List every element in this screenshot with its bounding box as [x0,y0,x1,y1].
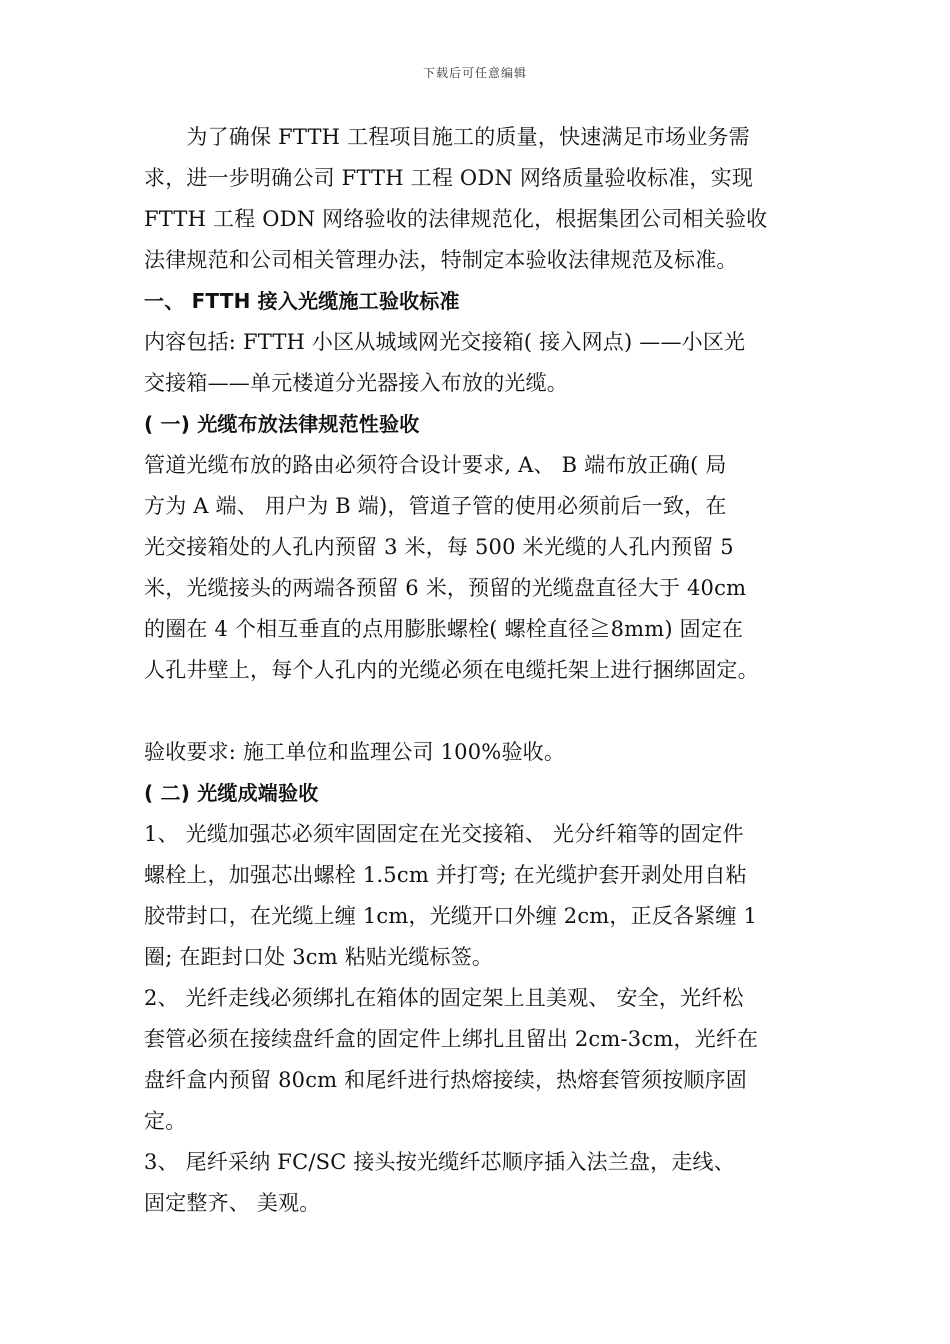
subsection-heading: ( 二) 光缆成端验收 [144,781,319,805]
section-heading: 一、 FTTH 接入光缆施工验收标准 [144,289,460,313]
paragraph-line: 内容包括: FTTH 小区从城域网光交接箱( 接入网点) ——小区光 [144,330,746,354]
paragraph-line: 盘纤盒内预留 80cm 和尾纤进行热熔接续，热熔套管须按顺序固 [144,1068,747,1092]
paragraph-line: 米，光缆接头的两端各预留 6 米，预留的光缆盘直径大于 40cm [144,576,747,600]
paragraph-line: 法律规范和公司相关管理办法，特制定本验收法律规范及标准。 [144,248,738,272]
paragraph-line: 交接箱——单元楼道分光器接入布放的光缆。 [144,371,568,395]
paragraph-line: 3、 尾纤采纳 FC/SC 接头按光缆纤芯顺序插入法兰盘，走线、 [144,1150,735,1174]
paragraph-line: 2、 光纤走线必须绑扎在箱体的固定架上且美观、 安全，光纤松 [144,986,744,1010]
paragraph-line: 管道光缆布放的路由必须符合设计要求, A、 B 端布放正确( 局 [144,453,727,477]
subsection-heading: ( 一) 光缆布放法律规范性验收 [144,412,420,436]
paragraph-line: 1、 光缆加强芯必须牢固固定在光交接箱、 光分纤箱等的固定件 [144,822,744,846]
paragraph-line: 为了确保 FTTH 工程项目施工的质量，快速满足市场业务需 [144,125,750,149]
paragraph-line: 人孔井壁上，每个人孔内的光缆必须在电缆托架上进行捆绑固定。 [144,658,759,682]
paragraph-line: 胶带封口，在光缆上缠 1cm，光缆开口外缠 2cm，正反各紧缠 1 [144,904,758,928]
paragraph-line: FTTH 工程 ODN 网络验收的法律规范化，根据集团公司相关验收 [144,207,768,231]
paragraph-line: 固定整齐、 美观。 [144,1191,321,1215]
paragraph-line: 的圈在 4 个相互垂直的点用膨胀螺栓( 螺栓直径≧8mm) 固定在 [144,617,744,641]
paragraph-line: 圈; 在距封口处 3cm 粘贴光缆标签。 [144,945,494,969]
paragraph-line: 光交接箱处的人孔内预留 3 米，每 500 米光缆的人孔内预留 5 [144,535,734,559]
paragraph-line: 螺栓上，加强芯出螺栓 1.5cm 并打弯; 在光缆护套开剥处用自粘 [144,863,747,887]
paragraph-line: 方为 A 端、 用户为 B 端)，管道子管的使用必须前后一致，在 [144,494,727,518]
paragraph-line: 定。 [144,1109,187,1133]
page-header: 下载后可任意编辑 [422,66,527,80]
paragraph-line: 套管必须在接续盘纤盒的固定件上绑扎且留出 2cm-3cm，光纤在 [144,1027,759,1051]
paragraph-line: 验收要求: 施工单位和监理公司 100%验收。 [144,740,566,764]
paragraph-line: 求，进一步明确公司 FTTH 工程 ODN 网络质量验收标准，实现 [144,166,754,190]
